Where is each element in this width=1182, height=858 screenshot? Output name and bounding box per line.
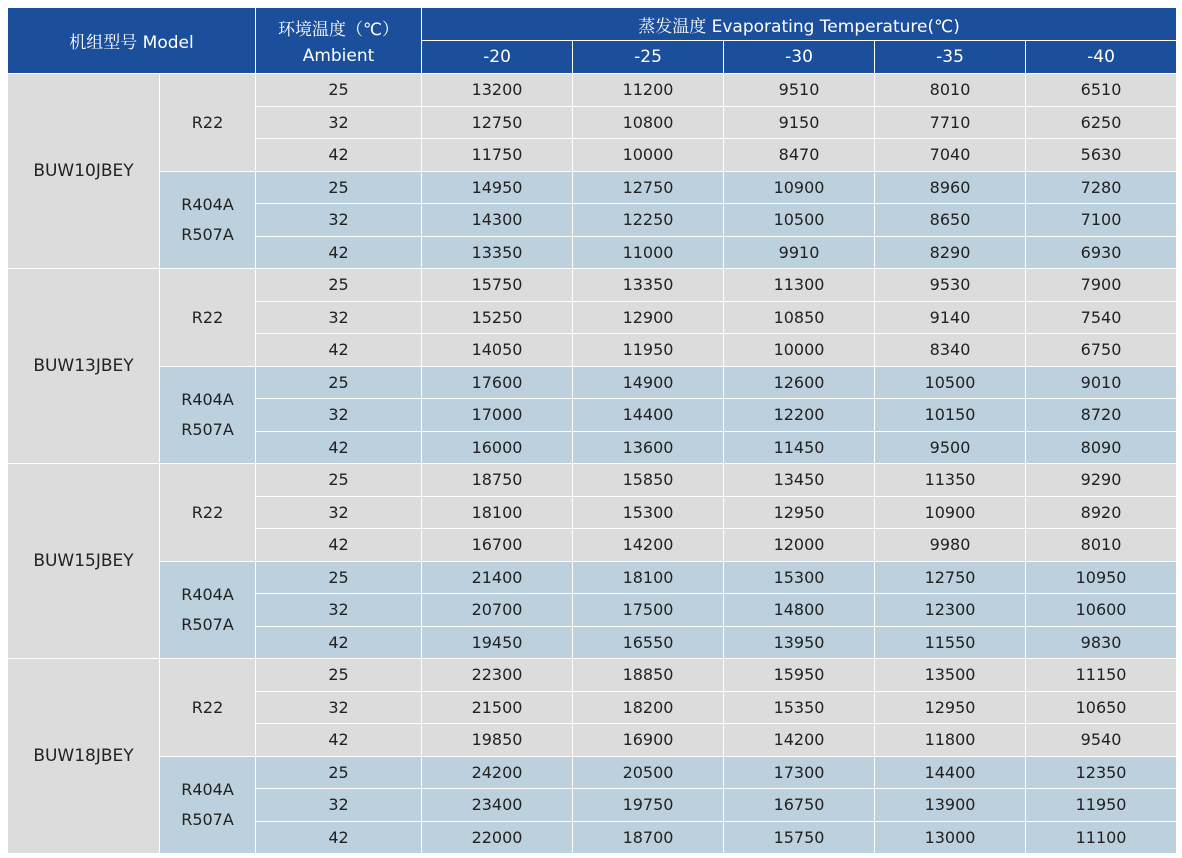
capacity-value: 13600	[573, 431, 724, 464]
header-evap-temp: -40	[1026, 41, 1177, 74]
capacity-value: 11950	[573, 334, 724, 367]
ambient-value: 25	[256, 366, 422, 399]
refrigerant-r404a: R404A	[181, 389, 234, 409]
capacity-value: 11450	[724, 431, 875, 464]
capacity-value: 17600	[422, 366, 573, 399]
capacity-value: 9510	[724, 74, 875, 107]
capacity-value: 11800	[875, 724, 1026, 757]
refrigerant-label	[160, 756, 256, 854]
table-row	[8, 74, 1177, 107]
ambient-value: 42	[256, 431, 422, 464]
ambient-value: 25	[256, 659, 422, 692]
header-ambient	[256, 8, 422, 74]
capacity-value: 10000	[573, 139, 724, 172]
capacity-value: 13200	[422, 74, 573, 107]
capacity-value: 14800	[724, 594, 875, 627]
header-evap-temp: -20	[422, 41, 573, 74]
capacity-value: 24200	[422, 756, 573, 789]
ambient-value: 42	[256, 236, 422, 269]
refrigerant-label	[160, 171, 256, 269]
refrigerant-label: R22	[160, 269, 256, 367]
capacity-value: 6510	[1026, 74, 1177, 107]
capacity-value: 15300	[573, 496, 724, 529]
capacity-value: 12300	[875, 594, 1026, 627]
table-body	[8, 74, 1177, 854]
capacity-value: 18100	[422, 496, 573, 529]
model-name: BUW13JBEY	[8, 269, 160, 464]
header-evap-temp: -25	[573, 41, 724, 74]
capacity-value: 8960	[875, 171, 1026, 204]
capacity-value: 22000	[422, 821, 573, 854]
capacity-value: 11350	[875, 464, 1026, 497]
capacity-value: 6930	[1026, 236, 1177, 269]
capacity-value: 13500	[875, 659, 1026, 692]
capacity-value: 8290	[875, 236, 1026, 269]
capacity-value: 10000	[724, 334, 875, 367]
capacity-value: 18100	[573, 561, 724, 594]
capacity-value: 12250	[573, 204, 724, 237]
capacity-value: 19450	[422, 626, 573, 659]
capacity-value: 10850	[724, 301, 875, 334]
capacity-value: 10600	[1026, 594, 1177, 627]
capacity-value: 9150	[724, 106, 875, 139]
capacity-value: 17300	[724, 756, 875, 789]
capacity-value: 18750	[422, 464, 573, 497]
capacity-value: 18700	[573, 821, 724, 854]
capacity-value: 10650	[1026, 691, 1177, 724]
capacity-value: 11000	[573, 236, 724, 269]
capacity-value: 11300	[724, 269, 875, 302]
capacity-value: 15750	[422, 269, 573, 302]
capacity-value: 9910	[724, 236, 875, 269]
capacity-value: 12750	[875, 561, 1026, 594]
refrigerant-label: R22	[160, 464, 256, 562]
capacity-value: 9140	[875, 301, 1026, 334]
capacity-value: 19750	[573, 789, 724, 822]
capacity-value: 8920	[1026, 496, 1177, 529]
capacity-value: 10800	[573, 106, 724, 139]
capacity-value: 18200	[573, 691, 724, 724]
capacity-value: 16900	[573, 724, 724, 757]
capacity-value: 15750	[724, 821, 875, 854]
capacity-value: 12000	[724, 529, 875, 562]
capacity-value: 12600	[724, 366, 875, 399]
capacity-value: 13350	[573, 269, 724, 302]
refrigerant-label: R22	[160, 74, 256, 172]
capacity-value: 9540	[1026, 724, 1177, 757]
capacity-value: 20700	[422, 594, 573, 627]
capacity-value: 11100	[1026, 821, 1177, 854]
ambient-value: 42	[256, 529, 422, 562]
capacity-value: 10900	[875, 496, 1026, 529]
capacity-value: 9500	[875, 431, 1026, 464]
capacity-value: 13900	[875, 789, 1026, 822]
table-header	[8, 8, 1177, 74]
refrigerant-label: R22	[160, 659, 256, 757]
model-name: BUW10JBEY	[8, 74, 160, 269]
table-row	[8, 464, 1177, 497]
capacity-value: 8340	[875, 334, 1026, 367]
capacity-value: 12750	[422, 106, 573, 139]
ambient-value: 32	[256, 496, 422, 529]
capacity-value: 12950	[724, 496, 875, 529]
capacity-value: 6750	[1026, 334, 1177, 367]
capacity-value: 16700	[422, 529, 573, 562]
ambient-value: 32	[256, 691, 422, 724]
capacity-value: 16000	[422, 431, 573, 464]
table-row	[8, 269, 1177, 302]
refrigerant-r404a: R404A	[181, 194, 234, 214]
capacity-value: 10150	[875, 399, 1026, 432]
capacity-value: 17500	[573, 594, 724, 627]
capacity-value: 16750	[724, 789, 875, 822]
header-evap-temp: -30	[724, 41, 875, 74]
capacity-value: 7540	[1026, 301, 1177, 334]
capacity-table-container	[7, 7, 1177, 854]
capacity-value: 11150	[1026, 659, 1177, 692]
capacity-value: 14200	[573, 529, 724, 562]
capacity-value: 16550	[573, 626, 724, 659]
capacity-value: 12200	[724, 399, 875, 432]
capacity-value: 18850	[573, 659, 724, 692]
capacity-value: 14950	[422, 171, 573, 204]
capacity-value: 22300	[422, 659, 573, 692]
capacity-value: 8650	[875, 204, 1026, 237]
header-ambient-en: Ambient	[302, 46, 375, 66]
header-evap-temp: -35	[875, 41, 1026, 74]
capacity-value: 11550	[875, 626, 1026, 659]
refrigerant-label	[160, 366, 256, 464]
table-row	[8, 366, 1177, 399]
capacity-value: 15950	[724, 659, 875, 692]
capacity-value: 12950	[875, 691, 1026, 724]
capacity-value: 15850	[573, 464, 724, 497]
capacity-value: 9830	[1026, 626, 1177, 659]
capacity-value: 10500	[724, 204, 875, 237]
capacity-value: 7280	[1026, 171, 1177, 204]
capacity-value: 15350	[724, 691, 875, 724]
capacity-value: 10500	[875, 366, 1026, 399]
capacity-value: 14400	[573, 399, 724, 432]
capacity-value: 12350	[1026, 756, 1177, 789]
ambient-value: 25	[256, 561, 422, 594]
refrigerant-r404a: R404A	[181, 779, 234, 799]
capacity-value: 6250	[1026, 106, 1177, 139]
capacity-value: 14900	[573, 366, 724, 399]
capacity-value: 11750	[422, 139, 573, 172]
ambient-value: 25	[256, 171, 422, 204]
refrigerant-r507a: R507A	[181, 224, 234, 244]
capacity-value: 13350	[422, 236, 573, 269]
refrigerant-r507a: R507A	[181, 614, 234, 634]
capacity-value: 11200	[573, 74, 724, 107]
ambient-value: 32	[256, 301, 422, 334]
capacity-value: 7710	[875, 106, 1026, 139]
ambient-value: 42	[256, 139, 422, 172]
capacity-value: 13950	[724, 626, 875, 659]
capacity-value: 9290	[1026, 464, 1177, 497]
capacity-value: 7040	[875, 139, 1026, 172]
model-name: BUW18JBEY	[8, 659, 160, 854]
header-ambient-cn: 环境温度（℃）	[277, 20, 400, 40]
capacity-value: 17000	[422, 399, 573, 432]
capacity-value: 9980	[875, 529, 1026, 562]
table-row	[8, 756, 1177, 789]
ambient-value: 32	[256, 399, 422, 432]
ambient-value: 42	[256, 626, 422, 659]
capacity-value: 20500	[573, 756, 724, 789]
capacity-value: 14300	[422, 204, 573, 237]
capacity-value: 8010	[875, 74, 1026, 107]
ambient-value: 32	[256, 594, 422, 627]
capacity-value: 10900	[724, 171, 875, 204]
refrigerant-label	[160, 561, 256, 659]
capacity-value: 7900	[1026, 269, 1177, 302]
header-model: 机组型号 Model	[8, 8, 256, 74]
capacity-value: 15250	[422, 301, 573, 334]
capacity-value: 8090	[1026, 431, 1177, 464]
capacity-value: 13450	[724, 464, 875, 497]
ambient-value: 25	[256, 464, 422, 497]
capacity-value: 12750	[573, 171, 724, 204]
capacity-value: 14200	[724, 724, 875, 757]
capacity-value: 13000	[875, 821, 1026, 854]
capacity-value: 8470	[724, 139, 875, 172]
capacity-value: 8720	[1026, 399, 1177, 432]
capacity-value: 10950	[1026, 561, 1177, 594]
refrigerant-r404a: R404A	[181, 584, 234, 604]
table-row	[8, 561, 1177, 594]
capacity-value: 21400	[422, 561, 573, 594]
capacity-value: 5630	[1026, 139, 1177, 172]
capacity-value: 15300	[724, 561, 875, 594]
ambient-value: 42	[256, 334, 422, 367]
capacity-value: 21500	[422, 691, 573, 724]
ambient-value: 25	[256, 74, 422, 107]
header-evap: 蒸发温度 Evaporating Temperature(℃)	[422, 8, 1177, 41]
capacity-value: 14050	[422, 334, 573, 367]
model-name: BUW15JBEY	[8, 464, 160, 659]
capacity-value: 12900	[573, 301, 724, 334]
table-row	[8, 171, 1177, 204]
capacity-table	[7, 7, 1177, 854]
table-row	[8, 659, 1177, 692]
capacity-value: 7100	[1026, 204, 1177, 237]
refrigerant-r507a: R507A	[181, 419, 234, 439]
ambient-value: 42	[256, 821, 422, 854]
ambient-value: 32	[256, 204, 422, 237]
capacity-value: 8010	[1026, 529, 1177, 562]
ambient-value: 25	[256, 756, 422, 789]
capacity-value: 14400	[875, 756, 1026, 789]
refrigerant-r507a: R507A	[181, 809, 234, 829]
capacity-value: 9010	[1026, 366, 1177, 399]
ambient-value: 32	[256, 106, 422, 139]
ambient-value: 32	[256, 789, 422, 822]
capacity-value: 19850	[422, 724, 573, 757]
ambient-value: 42	[256, 724, 422, 757]
ambient-value: 25	[256, 269, 422, 302]
capacity-value: 23400	[422, 789, 573, 822]
capacity-value: 11950	[1026, 789, 1177, 822]
capacity-value: 9530	[875, 269, 1026, 302]
